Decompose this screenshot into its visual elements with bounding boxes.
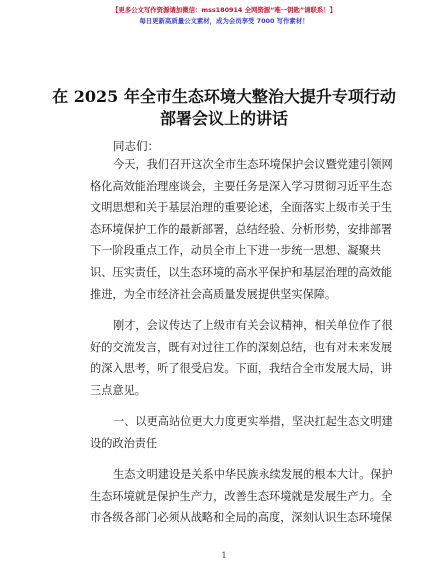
promo-banner-line-1: 【更多公文写作资源请加微信：mss180914 全网资源“唯一钥匙”请联系！】 <box>111 6 337 14</box>
title-line-2: 部署会议上的讲话 <box>159 109 288 128</box>
promo-banner-line-2: 每日更新高质量公文素材，成为会员享受 7000 写作素材！ <box>139 17 309 25</box>
document-body: 今天，我们召开这次全市生态环境保护会议暨党建引领网 格化高效能治理座谈会，主要任务是深入学习贯彻习近平生态 文明思想和关于基层治理的重要论述，全面落实上级市关于生 态环境保护工作的最新部署，总结经验、分析形势，安排部署 下一阶段重点工作，动员全市上下进一步统一思想、凝聚共 识、压实责任，以生态环境的高水平保护和基层治理的高效能 推进，为全市经济社会高质量发展提供坚实保障。 刚才，会议传达了上级市有关会议精神，相关单位作了很 好的交流发言，既有对过往工作的深刻总结，也有对未来发展 的深入思考，听了很受启发。下面，我结合全市发展大局，讲 三点意见。 一、以更高站位更大力度更实举措，坚决扛起生态文明建 设的政治责任 生态文明建设是关系中华民族永续发展的根本大计。保护 生态环境就是保护生产力，改善生态环境就是发展生产力。全 市各级各部门必须从战略和全局的高度，深刻认识生态环境保 <box>90 158 393 524</box>
title-line-1: 在 2025 年全市生态环境大整治大提升专项行动 <box>52 87 396 106</box>
page-number: 1 <box>221 551 227 560</box>
salutation: 同志们： <box>113 139 159 153</box>
